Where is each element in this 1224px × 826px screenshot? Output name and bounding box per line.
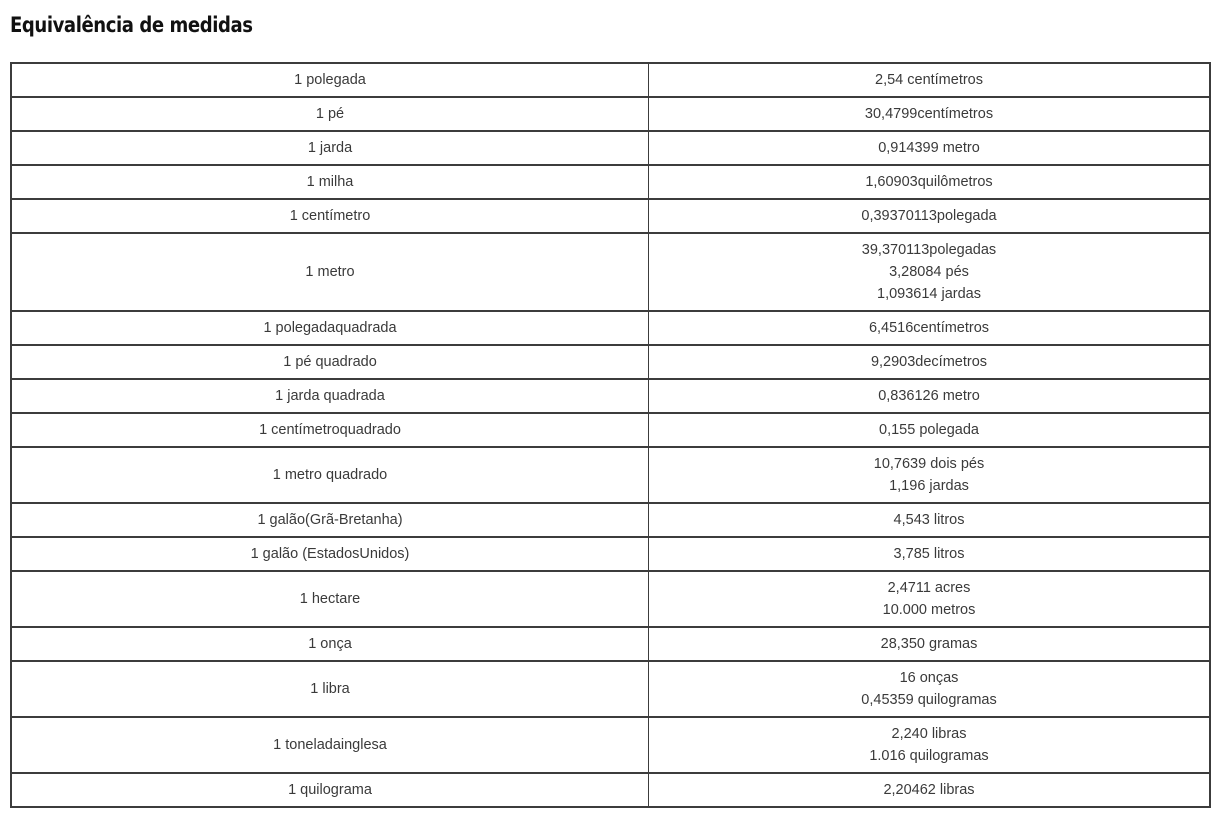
conversion-table	[10, 62, 1211, 808]
equivalent-cell	[649, 97, 1211, 131]
equivalent-value-line: 3,28084 pés	[889, 264, 969, 280]
table-row	[11, 627, 1210, 661]
equivalent-value-line: 6,4516centímetros	[868, 320, 990, 336]
equivalent-value-line: 2,54 centímetros	[875, 72, 983, 88]
table-row	[11, 165, 1210, 199]
equivalent-value-line: 0,45359 quilogramas	[861, 692, 997, 708]
table-row	[11, 717, 1210, 773]
equivalent-cell	[649, 537, 1211, 571]
equivalent-cell	[649, 311, 1211, 345]
unit-cell: 1 onça	[11, 627, 649, 661]
table-row	[11, 413, 1210, 447]
page-title: Equivalência de medidas	[10, 13, 253, 37]
table-row	[11, 97, 1210, 131]
unit-cell: 1 libra	[11, 661, 649, 717]
table-row	[11, 233, 1210, 311]
equivalent-cell	[649, 661, 1211, 717]
equivalent-cell	[649, 571, 1211, 627]
equivalent-value-line: 10.000 metros	[882, 602, 976, 618]
equivalent-value-line: 1,60903quilômetros	[865, 174, 993, 190]
equivalent-cell	[649, 627, 1211, 661]
equivalent-value-line: 0,39370113polegada	[861, 208, 997, 224]
equivalent-value-line: 1,093614 jardas	[877, 286, 981, 302]
unit-cell: 1 jarda quadrada	[11, 379, 649, 413]
table-row	[11, 63, 1210, 97]
unit-cell: 1 centímetroquadrado	[11, 413, 649, 447]
table-row	[11, 503, 1210, 537]
unit-cell: 1 polegada	[11, 63, 649, 97]
table-row	[11, 447, 1210, 503]
unit-cell: 1 polegadaquadrada	[11, 311, 649, 345]
table-row	[11, 537, 1210, 571]
unit-cell: 1 galão (EstadosUnidos)	[11, 537, 649, 571]
equivalent-value-line: 1,196 jardas	[889, 478, 969, 494]
equivalent-cell	[649, 233, 1211, 311]
equivalent-value-line: 2,240 libras	[891, 726, 967, 742]
table-row	[11, 661, 1210, 717]
equivalent-cell	[649, 717, 1211, 773]
equivalent-value-line: 30,4799centímetros	[864, 106, 994, 122]
table-row	[11, 773, 1210, 807]
equivalent-value-line: 3,785 litros	[893, 546, 965, 562]
unit-cell: 1 metro	[11, 233, 649, 311]
unit-cell: 1 pé quadrado	[11, 345, 649, 379]
unit-cell: 1 centímetro	[11, 199, 649, 233]
equivalent-value-line: 9,2903decímetros	[870, 354, 988, 370]
equivalent-cell	[649, 131, 1211, 165]
equivalent-cell	[649, 63, 1211, 97]
equivalent-cell	[649, 413, 1211, 447]
equivalent-value-line: 1.016 quilogramas	[869, 748, 989, 764]
unit-cell: 1 galão(Grã-Bretanha)	[11, 503, 649, 537]
equivalent-value-line: 39,370113polegadas	[861, 242, 997, 258]
table-row	[11, 571, 1210, 627]
equivalent-cell	[649, 447, 1211, 503]
conversion-table-container	[10, 62, 1211, 808]
unit-cell: 1 jarda	[11, 131, 649, 165]
equivalent-value-line: 0,155 polegada	[879, 422, 979, 438]
equivalent-value-line: 2,4711 acres	[887, 580, 971, 596]
unit-cell: 1 pé	[11, 97, 649, 131]
equivalent-cell	[649, 345, 1211, 379]
equivalent-value-line: 16 onças	[899, 670, 959, 686]
equivalent-cell	[649, 503, 1211, 537]
equivalent-cell	[649, 165, 1211, 199]
conversion-table-body	[11, 63, 1210, 807]
unit-cell: 1 toneladainglesa	[11, 717, 649, 773]
unit-cell: 1 metro quadrado	[11, 447, 649, 503]
table-row	[11, 199, 1210, 233]
unit-cell: 1 milha	[11, 165, 649, 199]
equivalent-cell	[649, 773, 1211, 807]
table-row	[11, 311, 1210, 345]
unit-cell: 1 quilograma	[11, 773, 649, 807]
equivalent-value-line: 28,350 gramas	[880, 636, 978, 652]
equivalent-value-line: 0,914399 metro	[878, 140, 980, 156]
equivalent-value-line: 10,7639 dois pés	[873, 456, 985, 472]
equivalent-cell	[649, 199, 1211, 233]
equivalent-value-line: 2,20462 libras	[883, 782, 975, 798]
table-row	[11, 345, 1210, 379]
table-row	[11, 379, 1210, 413]
equivalent-cell	[649, 379, 1211, 413]
equivalent-value-line: 0,836126 metro	[878, 388, 980, 404]
unit-cell: 1 hectare	[11, 571, 649, 627]
equivalent-value-line: 4,543 litros	[893, 512, 965, 528]
table-row	[11, 131, 1210, 165]
